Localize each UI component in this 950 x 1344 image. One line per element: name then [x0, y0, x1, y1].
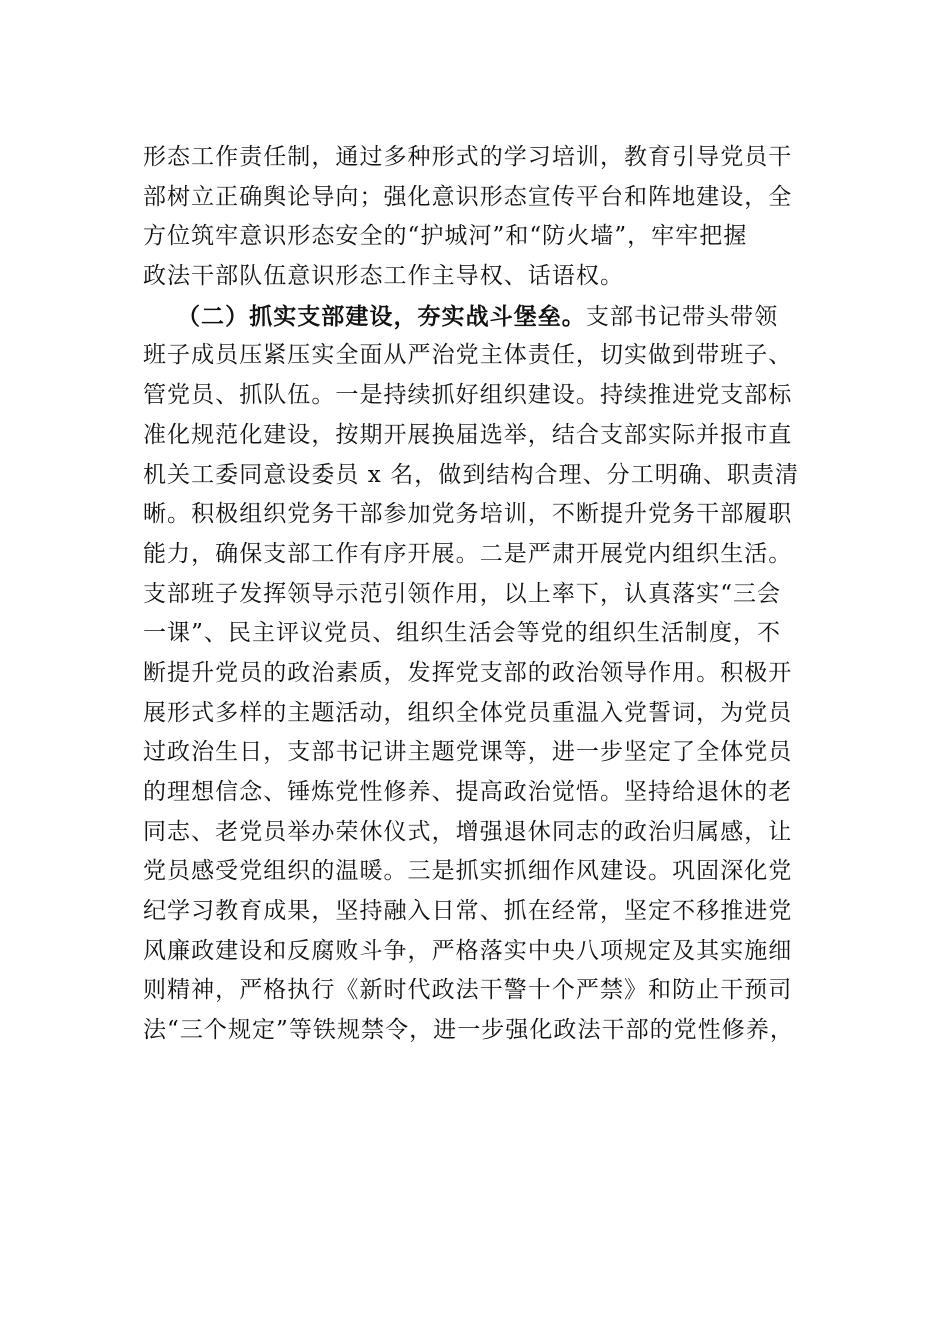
text-line: 风廉政建设和反腐败斗争，严格落实中央八项规定及其实施细: [143, 937, 793, 964]
section-heading: （二）抓实支部建设，夯实战斗堡垒。: [177, 302, 586, 330]
text-line: 政法干部队伍意识形态工作主导权、话语权。: [143, 263, 624, 290]
body-text: [143, 138, 823, 1051]
text-line: 同志、老党员举办荣休仪式，增强退休同志的政治归属感，让: [143, 818, 793, 845]
text-line: 方位筑牢意识形态安全的“护城河”和“防火墙”，牢牢把握: [143, 223, 748, 250]
section-lead-text: 支部书记带头带领: [585, 303, 779, 330]
text-line: 过政治生日，支部书记讲主题党课等，进一步坚定了全体党员: [143, 739, 793, 766]
text-line: 形态工作责任制，通过多种形式的学习培训，教育引导党员干: [143, 144, 793, 170]
text-line: 党员感受党组织的温暖。三是抓实抓细作风建设。巩固深化党: [143, 858, 793, 885]
text-line: 管党员、抓队伍。一是持续抓好组织建设。持续推进党支部标: [143, 382, 793, 409]
text-line: 法“三个规定”等铁规禁令，进一步强化政法干部的党性修养，: [143, 1017, 794, 1044]
text-line: 准化规范化建设，按期开展换届选举，结合支部实际并报市直: [143, 421, 793, 448]
text-line: 展形式多样的主题活动，组织全体党员重温入党誓词，为党员: [143, 699, 793, 726]
text-line: 机关工委同意设委员 x 名，做到结构合理、分工明确、职责清: [143, 461, 800, 488]
text-line: 一课”、民主评议党员、组织生活会等党的组织生活制度，不: [143, 620, 782, 647]
text-line: 班子成员压紧压实全面从严治党主体责任，切实做到带班子、: [143, 342, 793, 369]
text-line: 能力，确保支部工作有序开展。二是严肃开展党内组织生活。: [143, 540, 793, 567]
text-line: 部树立正确舆论导向；强化意识形态宣传平台和阵地建设，全: [143, 183, 793, 210]
section-heading-line: [143, 297, 823, 337]
text-line: 晰。积极组织党务干部参加党务培训，不断提升党务干部履职: [143, 501, 793, 528]
text-line: 纪学习教育成果，坚持融入日常、抓在经常，坚定不移推进党: [143, 898, 793, 925]
text-line: 则精神，严格执行《新时代政法干警十个严禁》和防止干预司: [143, 977, 793, 1004]
text-line: 断提升党员的政治素质，发挥党支部的政治领导作用。积极开: [143, 659, 793, 686]
text-line: 的理想信念、锤炼党性修养、提高政治觉悟。坚持给退休的老: [143, 779, 793, 805]
text-line: 支部班子发挥领导示范引领作用，以上率下，认真落实“三会: [143, 580, 782, 607]
